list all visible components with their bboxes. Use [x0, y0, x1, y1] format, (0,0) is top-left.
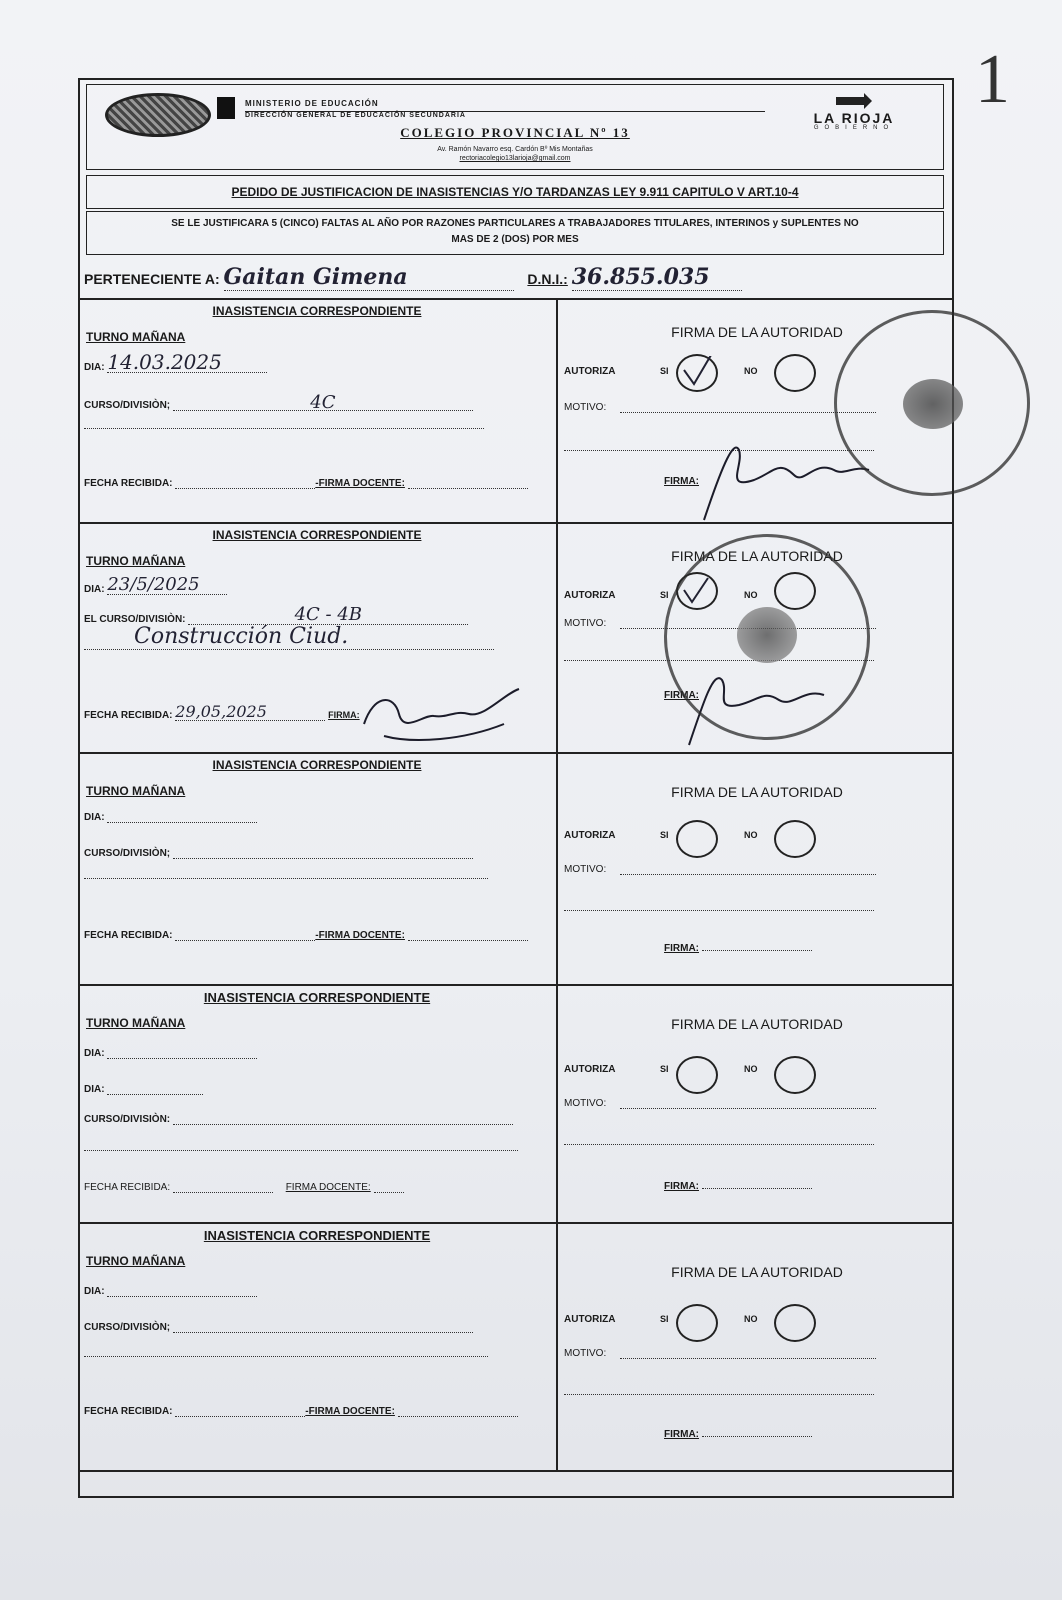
- dia-value[interactable]: [107, 1046, 257, 1059]
- firma-docente-label: -FIRMA DOCENTE:: [315, 930, 405, 941]
- motivo-label: MOTIVO:: [564, 1348, 607, 1359]
- fecha-row: [84, 1180, 404, 1193]
- dia-value[interactable]: 14.03.2025: [107, 350, 267, 373]
- dia-row: [84, 574, 227, 595]
- firma-docente-value[interactable]: [374, 1180, 404, 1193]
- school-stamp-icon: [664, 534, 870, 740]
- si-label: SI: [660, 1314, 669, 1324]
- section-title: INASISTENCIA CORRESPONDIENTE: [212, 304, 422, 318]
- address-line: Av. Ramón Navarro esq. Cardón Bº Mis Montañas: [437, 146, 593, 153]
- turno-label: TURNO MAÑANA: [86, 1016, 186, 1030]
- firma-docente-label: -FIRMA DOCENTE:: [305, 1406, 395, 1417]
- turno-label: TURNO MAÑANA: [86, 1254, 186, 1268]
- school-address: [87, 145, 943, 163]
- curso-row: [84, 1112, 513, 1125]
- perteneciente-label: PERTENECIENTE A:: [84, 271, 220, 287]
- gov-sub: GOBIERNO: [813, 125, 895, 131]
- motivo-label: MOTIVO:: [564, 864, 607, 875]
- firma-docente-label: FIRMA:: [328, 710, 360, 720]
- form-title: PEDIDO DE JUSTIFICACION DE INASISTENCIAS Y/O TARDANZAS LEY 9.911 CAPITULO V ART.10-4: [86, 175, 944, 209]
- dni-label: D.N.I.:: [527, 271, 568, 287]
- rioja-arrow-icon: [834, 93, 874, 111]
- autoriza-label: AUTORIZA: [564, 830, 616, 841]
- firma-value[interactable]: [702, 1426, 812, 1437]
- no-checkbox[interactable]: [774, 1304, 816, 1342]
- firma-autoridad-title: FIRMA DE LA AUTORIDAD: [671, 324, 843, 340]
- dia-label: DIA:: [84, 584, 105, 595]
- no-checkbox[interactable]: [774, 1056, 816, 1094]
- si-label: SI: [660, 366, 669, 376]
- justification-form: [78, 78, 954, 1498]
- curso-label: CURSO/DIVISIÒN;: [84, 1322, 171, 1333]
- motivo-line-2[interactable]: [564, 910, 874, 911]
- turno-label: TURNO MAÑANA: [86, 554, 186, 568]
- curso-row: [84, 604, 468, 625]
- teacher-signature-icon: [354, 674, 524, 754]
- dia-label: DIA:: [84, 1084, 105, 1095]
- government-logo: [799, 93, 909, 131]
- si-label: SI: [660, 830, 669, 840]
- curso-row: [84, 1320, 473, 1333]
- stamp-emblem-icon: [737, 607, 797, 663]
- curso-extra[interactable]: Construcción Ciud.: [84, 624, 494, 650]
- dia-label: DIA:: [84, 362, 105, 373]
- fecha-label: FECHA RECIBIDA:: [84, 1406, 173, 1417]
- direction-label: DIRECCIÓN GENERAL DE EDUCACIÓN SECUNDARIA: [245, 111, 765, 119]
- motivo-line[interactable]: [620, 1358, 876, 1359]
- dia-label: DIA:: [84, 1048, 105, 1059]
- authority-panel: [564, 1224, 950, 1470]
- authority-panel: [564, 524, 950, 754]
- blank-line: [84, 1356, 488, 1357]
- no-checkbox[interactable]: [774, 820, 816, 858]
- motivo-line[interactable]: [620, 1108, 876, 1109]
- turno-label: TURNO MAÑANA: [86, 784, 186, 798]
- si-checkbox[interactable]: [676, 1304, 718, 1342]
- firma-row: [664, 940, 812, 954]
- curso-row: [84, 392, 473, 411]
- firma-label: FIRMA:: [664, 476, 699, 487]
- curso-value[interactable]: 4C: [173, 392, 473, 411]
- curso-value[interactable]: [173, 1320, 473, 1333]
- authority-panel: [564, 754, 950, 986]
- gov-name: LA RIOJA: [813, 110, 895, 126]
- firma-value[interactable]: [702, 1178, 812, 1189]
- no-label: NO: [744, 830, 758, 840]
- motivo-line-2[interactable]: [564, 1394, 874, 1395]
- stamp-emblem-icon: [903, 379, 963, 429]
- dia-label: DIA:: [84, 812, 105, 823]
- turno-label: TURNO MAÑANA: [86, 330, 186, 344]
- absence-details: [84, 754, 550, 986]
- fecha-row: [84, 702, 360, 721]
- si-checkbox[interactable]: [676, 820, 718, 858]
- no-checkbox[interactable]: [774, 354, 816, 392]
- firma-docente-label: FIRMA DOCENTE:: [285, 1182, 371, 1193]
- no-label: NO: [744, 1314, 758, 1324]
- no-label: NO: [744, 1064, 758, 1074]
- autoriza-label: AUTORIZA: [564, 366, 616, 377]
- motivo-row: [564, 618, 606, 629]
- email-line: rectoriacolegio13larioja@gmail.com: [459, 155, 571, 162]
- fecha-value[interactable]: [173, 1180, 273, 1193]
- firma-autoridad-title: FIRMA DE LA AUTORIDAD: [671, 784, 843, 800]
- fecha-value[interactable]: 29,05,2025: [175, 702, 325, 721]
- si-checkbox[interactable]: [676, 354, 718, 392]
- dia-row: [84, 1046, 257, 1059]
- absence-details: [84, 524, 550, 754]
- dia-row: [84, 1284, 257, 1297]
- section-title: INASISTENCIA CORRESPONDIENTE: [212, 758, 422, 772]
- fecha-label: FECHA RECIBIDA:: [84, 930, 173, 941]
- dia-value[interactable]: 23/5/2025: [107, 574, 227, 595]
- motivo-line-2[interactable]: [564, 1144, 874, 1145]
- autoriza-label: AUTORIZA: [564, 1314, 616, 1325]
- fecha-label: FECHA RECIBIDA:: [84, 1182, 171, 1193]
- absence-section-3: [80, 752, 952, 986]
- absence-section-1: [80, 298, 952, 524]
- motivo-label: MOTIVO:: [564, 618, 607, 629]
- si-checkbox[interactable]: [676, 1056, 718, 1094]
- perteneciente-row: [84, 264, 944, 291]
- autoriza-label: AUTORIZA: [564, 590, 616, 601]
- absence-details: [84, 986, 550, 1224]
- page-number: 1: [975, 41, 1010, 118]
- firma-row: [664, 1426, 812, 1440]
- firma-autoridad-title: FIRMA DE LA AUTORIDAD: [671, 1264, 843, 1280]
- letterhead: [86, 84, 944, 170]
- absence-details: [84, 1224, 550, 1470]
- absence-section-2: [80, 522, 952, 754]
- authority-panel: [564, 986, 950, 1224]
- motivo-label: MOTIVO:: [564, 1098, 607, 1109]
- motivo-row: [564, 1348, 606, 1359]
- fecha-value[interactable]: [175, 1404, 305, 1417]
- motivo-line[interactable]: [620, 874, 876, 875]
- checkmark-icon: [678, 356, 716, 390]
- dni-value[interactable]: 36.855.035: [572, 264, 742, 291]
- dia-value[interactable]: [107, 1284, 257, 1297]
- fecha-row: [84, 928, 528, 941]
- dia-label: DIA:: [84, 1286, 105, 1297]
- blank-line: [84, 1150, 518, 1151]
- section-divider: [556, 1224, 558, 1470]
- firma-autoridad-title: FIRMA DE LA AUTORIDAD: [671, 1016, 843, 1032]
- section-title: INASISTENCIA CORRESPONDIENTE: [203, 990, 431, 1005]
- firma-value[interactable]: [702, 940, 812, 951]
- firma-autoridad-title: FIRMA DE LA AUTORIDAD: [671, 548, 843, 564]
- firma-docente-value[interactable]: [408, 928, 528, 941]
- blank-line: [84, 428, 484, 429]
- firma-docente-value[interactable]: [408, 476, 528, 489]
- fecha-label: FECHA RECIBIDA:: [84, 478, 173, 489]
- fecha-value[interactable]: [175, 476, 315, 489]
- notice-line-1: SE LE JUSTIFICARA 5 (CINCO) FALTAS AL AÑO POR RAZONES PARTICULARES A TRABAJADORES TITULARES, INTERINOS y SUPLENTES NO: [171, 218, 859, 229]
- curso-value[interactable]: [173, 1112, 513, 1125]
- motivo-row: [564, 1098, 606, 1109]
- firma-docente-label: -FIRMA DOCENTE:: [315, 478, 405, 489]
- curso-label: CURSO/DIVISIÒN;: [84, 400, 171, 411]
- fecha-value[interactable]: [175, 928, 315, 941]
- motivo-row: [564, 402, 606, 413]
- curso-value[interactable]: 4C - 4B: [188, 604, 468, 625]
- motivo-label: MOTIVO:: [564, 402, 607, 413]
- curso-label: CURSO/DIVISIÒN;: [84, 848, 171, 859]
- si-label: SI: [660, 1064, 669, 1074]
- firma-label: FIRMA:: [664, 1429, 699, 1440]
- curso-label: EL CURSO/DIVISIÒN:: [84, 614, 186, 625]
- school-name: COLEGIO PROVINCIAL Nº 13: [400, 125, 630, 140]
- si-label: SI: [660, 590, 669, 600]
- curso-value[interactable]: [173, 846, 473, 859]
- school-stamp-icon: [834, 310, 1030, 496]
- dia-value[interactable]: [107, 810, 257, 823]
- curso-label: CURSO/DIVISIÒN:: [84, 1114, 171, 1125]
- fecha-row: [84, 1404, 518, 1417]
- section-divider: [556, 986, 558, 1224]
- dia-row: [84, 810, 257, 823]
- notice: [86, 211, 944, 255]
- firma-row: [664, 1178, 812, 1192]
- absence-section-5: [80, 1222, 952, 1472]
- firma-label: FIRMA:: [664, 690, 699, 701]
- section-title: INASISTENCIA CORRESPONDIENTE: [212, 528, 422, 542]
- curso-row: [84, 846, 473, 859]
- section-title: INASISTENCIA CORRESPONDIENTE: [203, 1228, 431, 1243]
- firma-label: FIRMA:: [664, 1181, 699, 1192]
- notice-line-2: MAS DE 2 (DOS) POR MES: [451, 234, 579, 245]
- autoriza-label: AUTORIZA: [564, 1064, 616, 1075]
- firma-label: FIRMA:: [664, 943, 699, 954]
- no-label: NO: [744, 590, 758, 600]
- blank-line: [84, 878, 488, 879]
- firma-docente-value[interactable]: [398, 1404, 518, 1417]
- dia-row: [84, 350, 267, 373]
- flag-icon: [217, 97, 235, 119]
- dia-value[interactable]: [107, 1082, 203, 1095]
- employee-name[interactable]: Gaitan Gimena: [224, 264, 514, 291]
- absence-section-4: [80, 984, 952, 1224]
- ministry-label: MINISTERIO DE EDUCACIÓN: [245, 99, 379, 108]
- absence-details: [84, 300, 550, 524]
- section-divider: [556, 524, 558, 754]
- section-divider: [556, 300, 558, 524]
- dia-row-2: [84, 1082, 203, 1095]
- fecha-label: FECHA RECIBIDA:: [84, 710, 173, 721]
- fecha-row: [84, 476, 528, 489]
- motivo-row: [564, 864, 606, 875]
- no-label: NO: [744, 366, 758, 376]
- section-divider: [556, 754, 558, 986]
